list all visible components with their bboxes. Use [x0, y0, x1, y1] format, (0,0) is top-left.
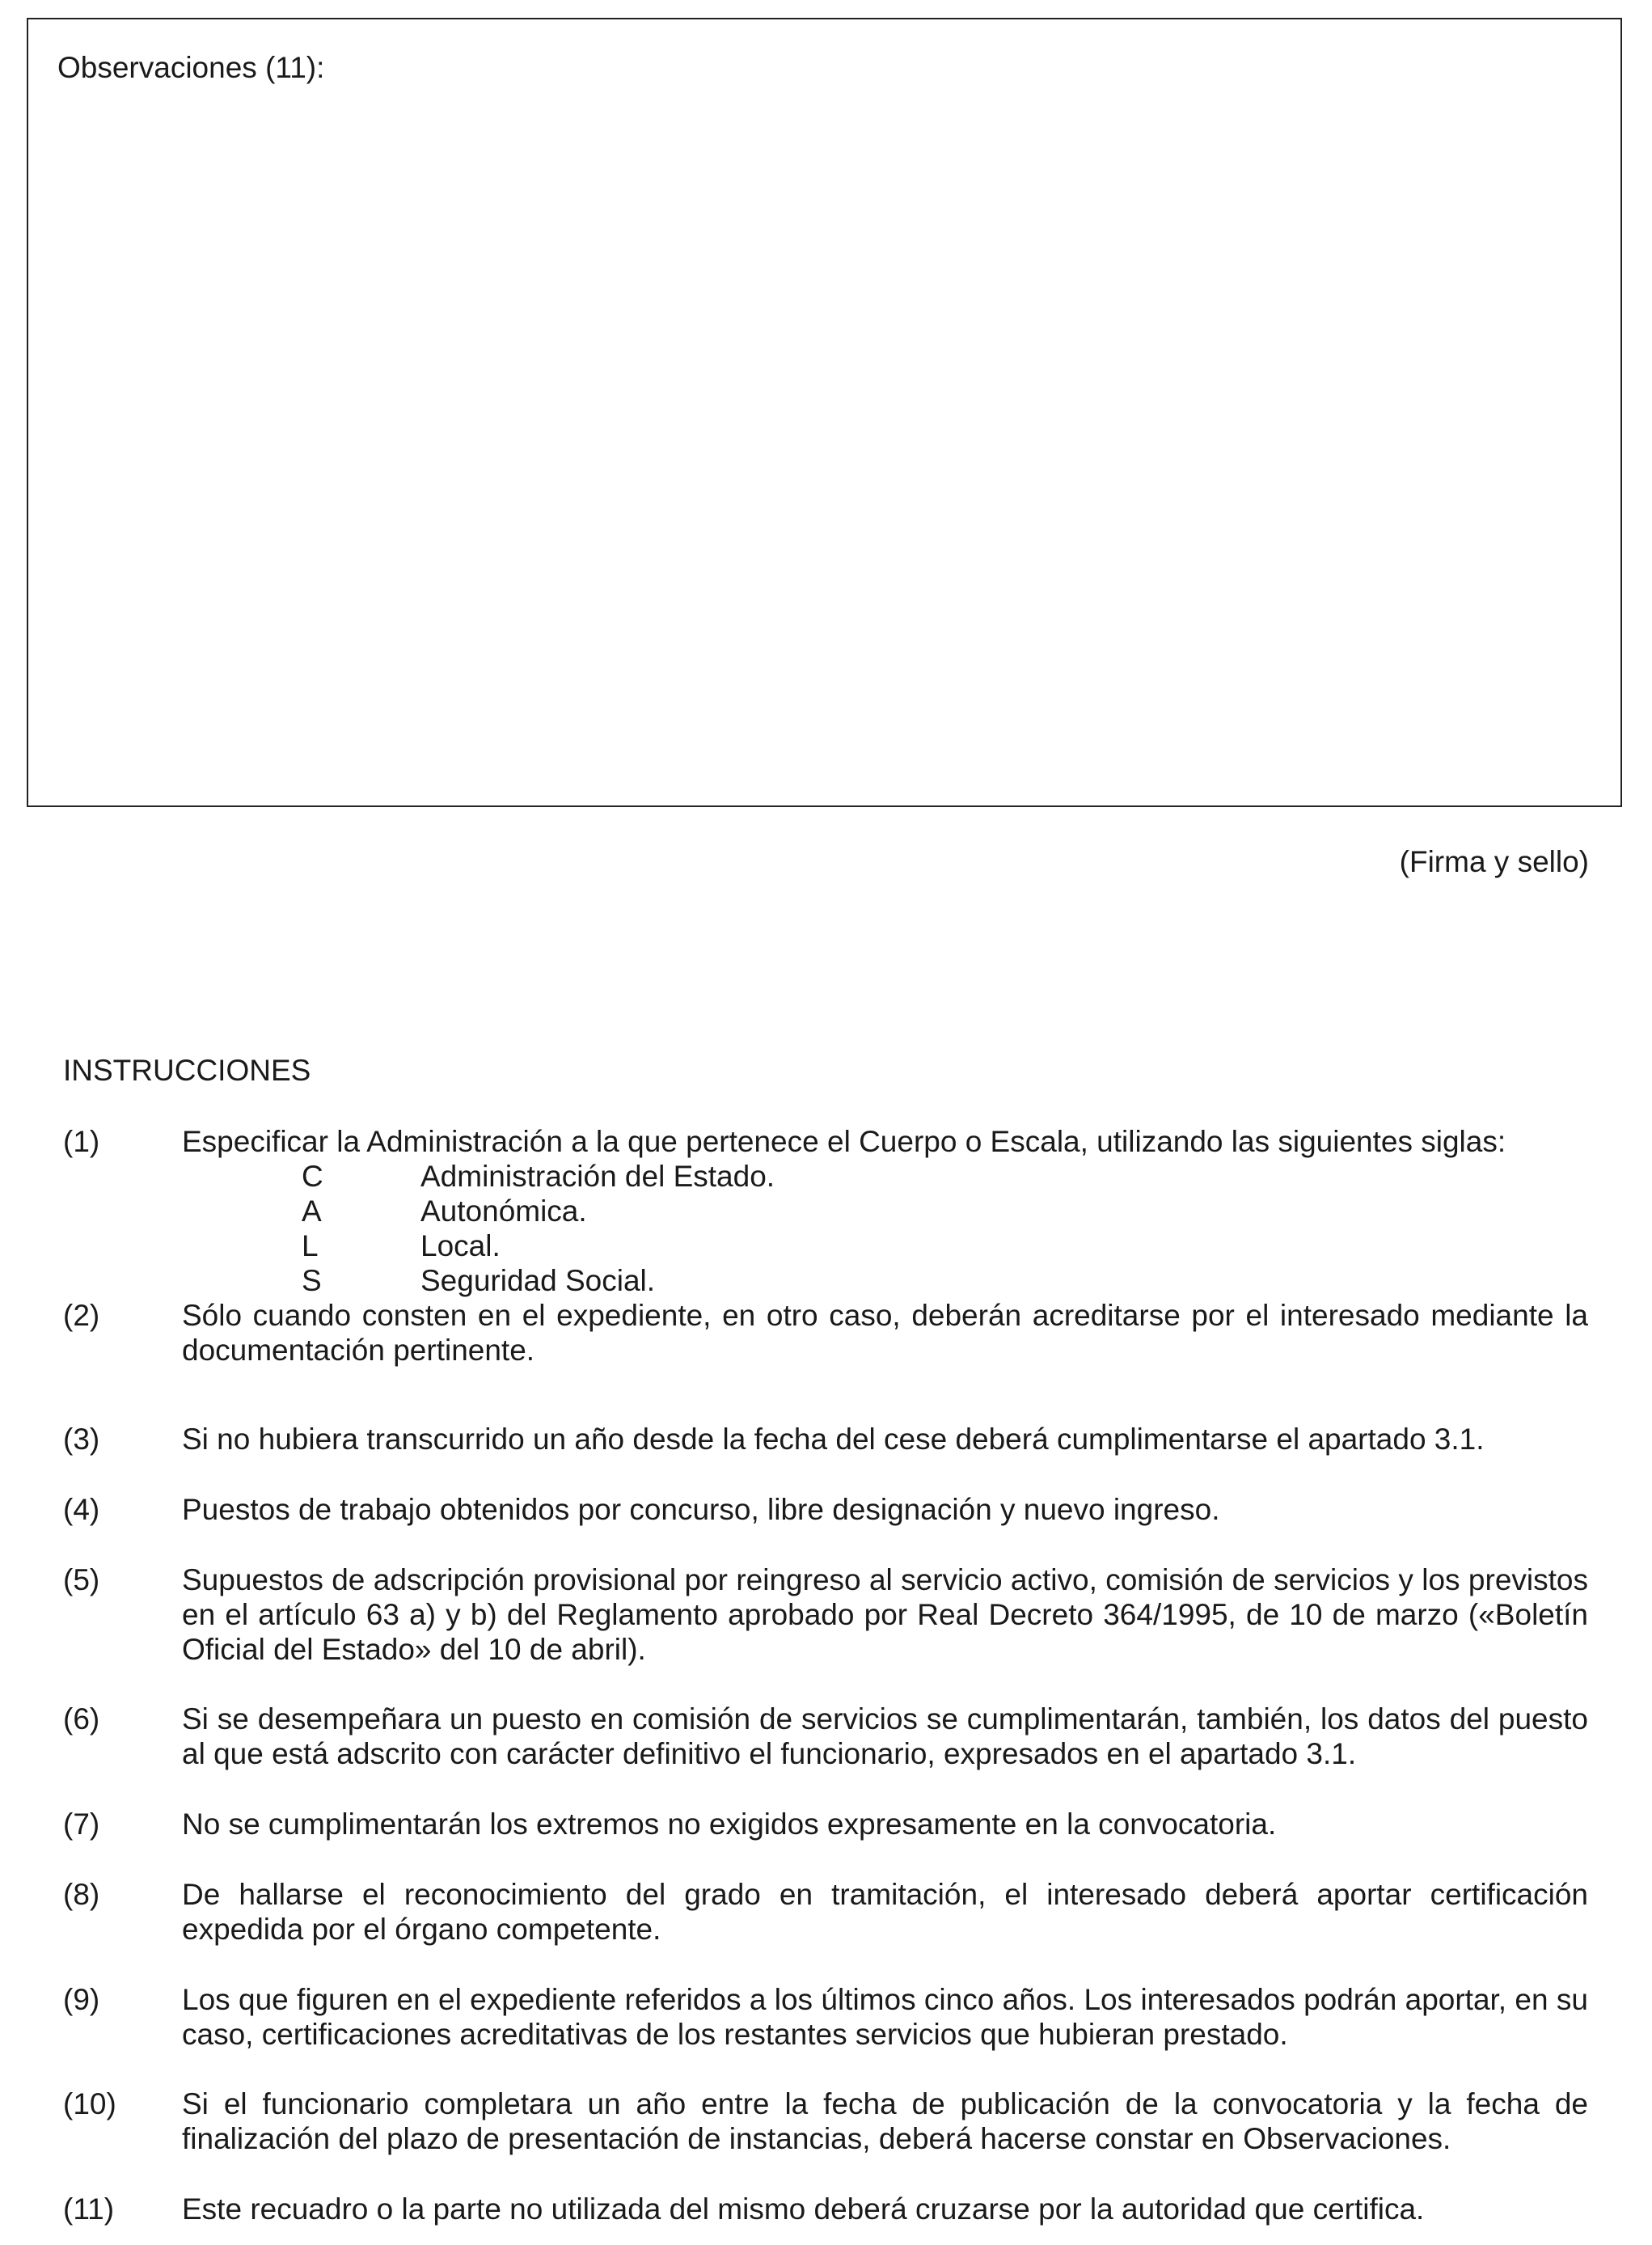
- note-number: (7): [63, 1807, 100, 1841]
- note-number: (11): [63, 2192, 115, 2226]
- note-number: (6): [63, 1702, 100, 1736]
- note-text: Especificar la Administración a la que pertenece el Cuerpo o Escala, utilizando las siguientes siglas:: [182, 1125, 1506, 1158]
- note-number: (8): [63, 1878, 100, 1911]
- note-text: Los que figuren en el expediente referidos a los últimos cinco años. Los interesados podrán aportar, en su caso, certificaciones acreditativas de los restantes servicios que hubieran prestado.: [182, 1983, 1588, 2051]
- note-number: (2): [63, 1299, 100, 1332]
- sigla-description: Local.: [420, 1229, 501, 1262]
- note-number: (5): [63, 1563, 100, 1596]
- note-number: (9): [63, 1983, 100, 2016]
- sigla-code: L: [302, 1229, 319, 1262]
- note-text: No se cumplimentarán los extremos no exigidos expresamente en la convocatoria.: [182, 1807, 1277, 1841]
- sigla-code: A: [302, 1194, 322, 1228]
- note-text: Si el funcionario completara un año entre la fecha de publicación de la convocatoria y la fecha de finalización del plazo de presentación de instancias, deberá hacerse constar en Observaciones.: [182, 2087, 1588, 2155]
- note-number: (1): [63, 1125, 100, 1158]
- sigla-description: Autonómica.: [420, 1194, 587, 1228]
- sigla-code: S: [302, 1264, 322, 1297]
- note-text: Si se desempeñara un puesto en comisión de servicios se cumplimentarán, también, los datos del puesto al que está adscrito con carácter definitivo el funcionario, expresados en el apartado 3.1.: [182, 1702, 1588, 1770]
- firma-y-sello-label: (Firma y sello): [1399, 845, 1589, 878]
- sigla-description: Seguridad Social.: [420, 1264, 656, 1297]
- instrucciones-title: INSTRUCCIONES: [63, 1054, 311, 1087]
- note-text: Si no hubiera transcurrido un año desde la fecha del cese deberá cumplimentarse el apartado 3.1.: [182, 1423, 1485, 1456]
- note-text: Este recuadro o la parte no utilizada del mismo deberá cruzarse por la autoridad que certifica.: [182, 2192, 1425, 2226]
- sigla-code: C: [302, 1160, 323, 1193]
- note-number: (3): [63, 1423, 100, 1456]
- observaciones-label: Observaciones (11):: [57, 51, 325, 84]
- note-text: Supuestos de adscripción provisional por reingreso al servicio activo, comisión de servicios y los previstos en el artículo 63 a) y b) del Reglamento aprobado por Real Decreto 364/1995, de 10 de marzo («Boletín Oficial del Estado» del 10 de abril).: [182, 1563, 1588, 1666]
- sigla-description: Administración del Estado.: [420, 1160, 775, 1193]
- note-number: (4): [63, 1493, 100, 1526]
- note-text: De hallarse el reconocimiento del grado en tramitación, el interesado deberá aportar certificación expedida por el órgano competente.: [182, 1878, 1588, 1946]
- note-text: Sólo cuando consten en el expediente, en otro caso, deberán acreditarse por el interesado mediante la documentación pertinente.: [182, 1299, 1588, 1367]
- note-number: (10): [63, 2087, 116, 2120]
- observaciones-box: [27, 18, 1622, 807]
- note-text: Puestos de trabajo obtenidos por concurso, libre designación y nuevo ingreso.: [182, 1493, 1220, 1526]
